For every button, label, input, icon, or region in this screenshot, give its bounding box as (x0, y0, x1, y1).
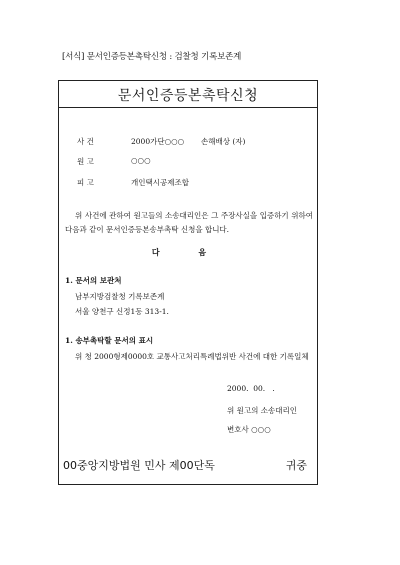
signature-lawyer: 변호사 ○○○ (227, 425, 271, 434)
document-title: 문서인증등본촉탁신청 (117, 88, 259, 104)
defendant-value: 개인택시공제조합 (131, 178, 189, 187)
incident-value: 2000가단○○○ (131, 137, 185, 146)
plaintiff-value: ○○○ (131, 156, 151, 165)
intro-paragraph: 위 사건에 관하여 원고들의 소송대리인은 그 주장사실을 입증하기 위하여 다음과 같이 문서인증등본송부촉탁 신청을 합니다. (65, 211, 313, 234)
footer (63, 457, 313, 473)
defendant-label: 피 고 (77, 178, 94, 187)
title-divider (59, 107, 317, 108)
storage-line-2: 서울 양천구 신정1동 313-1. (75, 307, 169, 316)
storage-line-1: 남부지방검찰청 기록보존계 (75, 292, 165, 301)
document-heading: 1. 송부촉탁할 문서의 표시 (65, 336, 154, 345)
plaintiff-label: 원 고 (77, 157, 94, 166)
document-line-1: 위 청 2000형제0000호 교통사고처리특례법위반 사건에 대한 기록일체 (75, 352, 309, 361)
signature-agent: 위 원고의 소송대리인 (227, 406, 297, 415)
incident-label: 사 건 (77, 137, 94, 146)
next-heading: 다 음 (151, 247, 225, 257)
court-suffix: 귀중 (285, 459, 307, 472)
signature-date: 2000. 00. . (227, 384, 275, 393)
form-header: [서식] 문서인증등본촉탁신청 : 검찰청 기록보존계 (62, 52, 242, 62)
storage-heading: 1. 문서의 보관처 (65, 276, 122, 285)
court-name: 00중앙지방법원 민사 제00단독 (63, 459, 215, 472)
document-frame (58, 80, 318, 485)
incident-claim: 손해배상 (자) (201, 137, 246, 146)
